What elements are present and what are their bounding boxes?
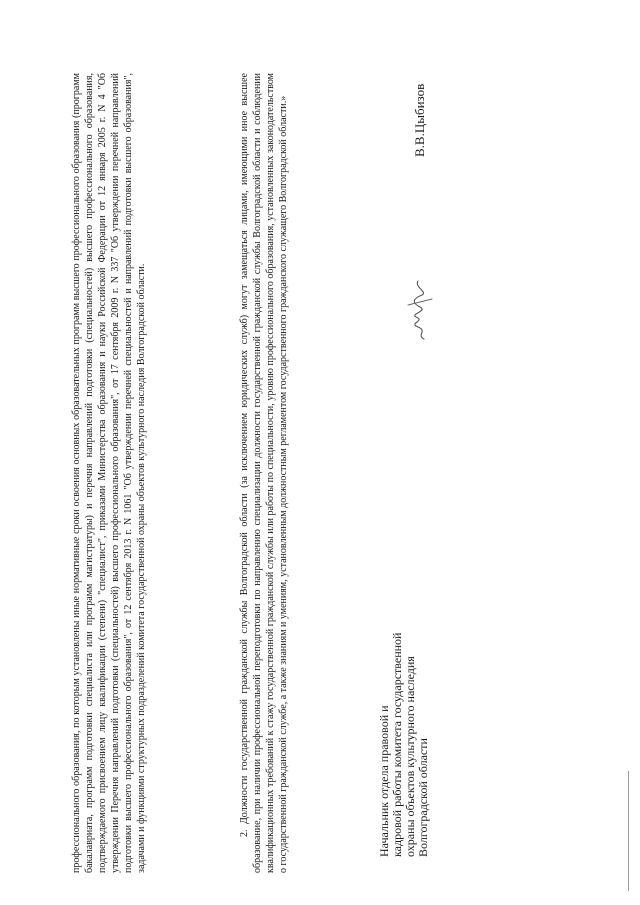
signatory-name: В.В.Цыбизов — [412, 83, 427, 157]
signature-line: Волгоградской области — [416, 738, 430, 857]
handwritten-signature — [398, 275, 438, 345]
paragraph-1: профессионального образования, по которым установлены иные нормативные сроки освоения основных образовательных программ высшего профессионального образования (программ бакалавриата, программ подготовки специалиста или программ магистратуры) и перечня направлений подготовки (специальностей) высшего профессионального образования, подтверждаемого присвоением лицу квалификации (степени) "специалист", приказами Министерства образования и науки Российской Федерации от 12 января 2005 г. N 4 "Об утверждении Перечня направлений подготовки (специальностей) высшего профессионального образования", от 17 сентября 2009 г. N 337 "Об утверждении перечней направлений подготовки высшего профессионального образования", от 12 сентября 2013 г. N 1061 "Об утверждении перечней специальностей и направлений подготовки высшего образования", задачами и функциями структурных подразделений комитета государственной охраны объектов культурного наследия Волгоградской области. — [71, 73, 147, 873]
signature-block — [378, 557, 430, 857]
signature-line: Начальник отдела правовой и — [377, 705, 391, 857]
document-page — [0, 45, 640, 905]
divider — [628, 771, 629, 891]
paragraph-2: 2. Должности государственной гражданской службы Волгоградской области (за исключением юридических служб) могут замещаться лицами, имеющими иное высшее образование, при наличии профессиональной переподготовки по направлению специализации должности государственной гражданской службы Волгоградской области и соблюдении квалификационных требований к стажу государственной гражданской службы или работы по специальности, уровню профессионального образования, установленных законодательством о государственной гражданской службе, а также знаниям и умениям, установленным должностным регламентом государственного гражданского служащего Волгоградской области.» — [239, 73, 289, 873]
signature-line: охраны объектов культурного наследия — [403, 656, 417, 857]
signature-line: кадровой работы комитета государственной — [390, 632, 404, 857]
